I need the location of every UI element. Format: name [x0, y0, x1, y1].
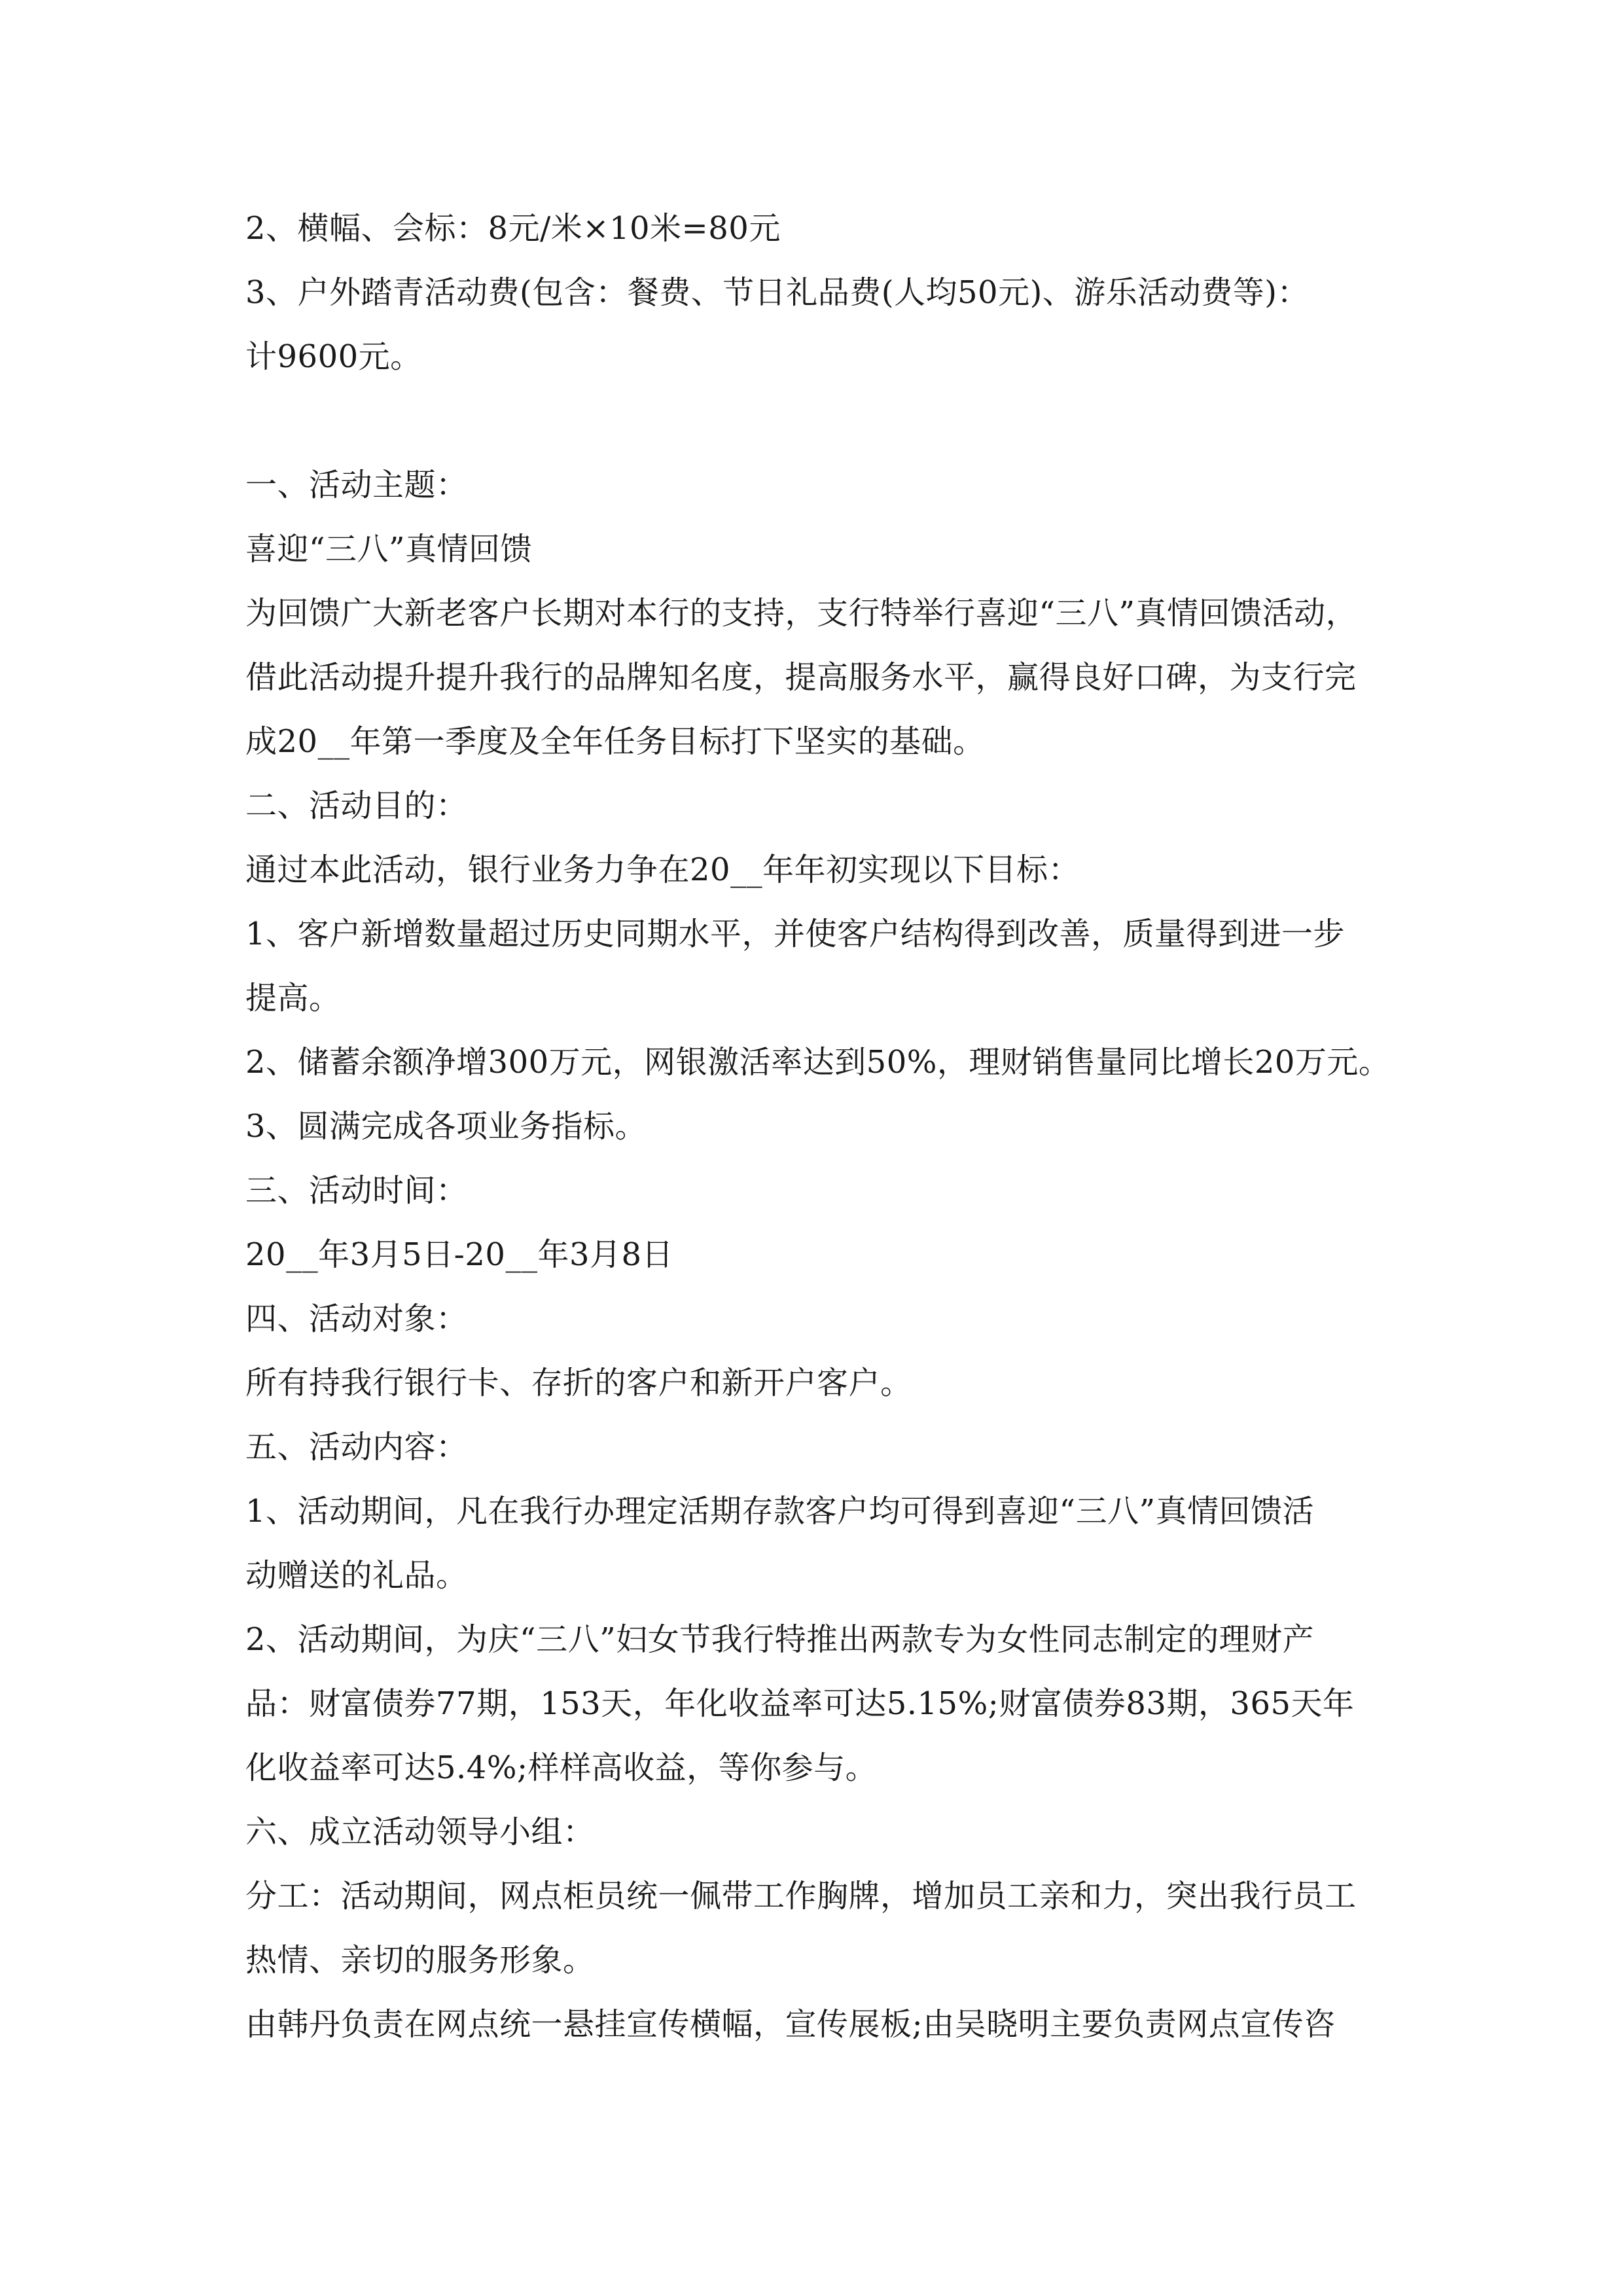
budget-item-outing-total: 计9600元。 [245, 338, 422, 375]
activity-dates: 20__年3月5日-20__年3月8日 [245, 1236, 674, 1273]
theme-paragraph-line: 借此活动提升提升我行的品牌知名度，提高服务水平，赢得良好口碑，为支行完 [245, 659, 1357, 696]
goal-item-2: 2、储蓄余额净增300万元，网银激活率达到50%，理财销售量同比增长20万元。 [245, 1044, 1391, 1081]
content-item-1: 1、活动期间，凡在我行办理定活期存款客户均可得到喜迎“三八”真情回馈活 [245, 1493, 1315, 1530]
team-duty-line: 由韩丹负责在网点统一悬挂宣传横幅，宣传展板;由吴晓明主要负责网点宣传咨 [245, 2006, 1336, 2043]
audience-description: 所有持我行银行卡、存折的客户和新开户客户。 [245, 1365, 912, 1401]
budget-item-banner: 2、横幅、会标：8元/米×10米=80元 [245, 210, 781, 247]
section-heading-goals: 二、活动目的： [245, 787, 468, 824]
section-heading-content: 五、活动内容： [245, 1429, 468, 1465]
theme-title: 喜迎“三八”真情回馈 [245, 531, 533, 567]
section-heading-theme: 一、活动主题： [245, 467, 468, 503]
content-item-2-cont: 化收益率可达5.4%;样样高收益，等你参与。 [245, 1749, 878, 1786]
goal-item-1: 1、客户新增数量超过历史同期水平，并使客户结构得到改善，质量得到进一步 [245, 916, 1346, 952]
theme-paragraph-line: 为回馈广大新老客户长期对本行的支持，支行特举行喜迎“三八”真情回馈活动， [245, 595, 1358, 632]
content-item-1-cont: 动赠送的礼品。 [245, 1557, 468, 1594]
document-body [245, 196, 1391, 2056]
content-item-2: 2、活动期间，为庆“三八”妇女节我行特推出两款专为女性同志制定的理财产 [245, 1621, 1315, 1658]
content-item-2-cont: 品：财富债券77期，153天，年化收益率可达5.15%;财富债券83期，365天年 [245, 1685, 1355, 1722]
blank-line [245, 389, 1384, 453]
goals-intro: 通过本此活动，银行业务力争在20__年年初实现以下目标： [245, 852, 1080, 888]
goal-item-3: 3、圆满完成各项业务指标。 [245, 1108, 647, 1145]
budget-item-outing: 3、户外踏青活动费(包含：餐费、节日礼品费(人均50元)、游乐活动费等)： [245, 274, 1310, 311]
section-heading-team: 六、成立活动领导小组： [245, 1814, 595, 1850]
section-heading-time: 三、活动时间： [245, 1172, 468, 1209]
goal-item-1-cont: 提高。 [245, 980, 341, 1016]
section-heading-audience: 四、活动对象： [245, 1300, 468, 1337]
team-duty-line: 热情、亲切的服务形象。 [245, 1942, 595, 1979]
team-duty-line: 分工：活动期间，网点柜员统一佩带工作胸牌，增加员工亲和力，突出我行员工 [245, 1878, 1357, 1914]
theme-paragraph-line: 成20__年第一季度及全年任务目标打下坚实的基础。 [245, 723, 985, 760]
